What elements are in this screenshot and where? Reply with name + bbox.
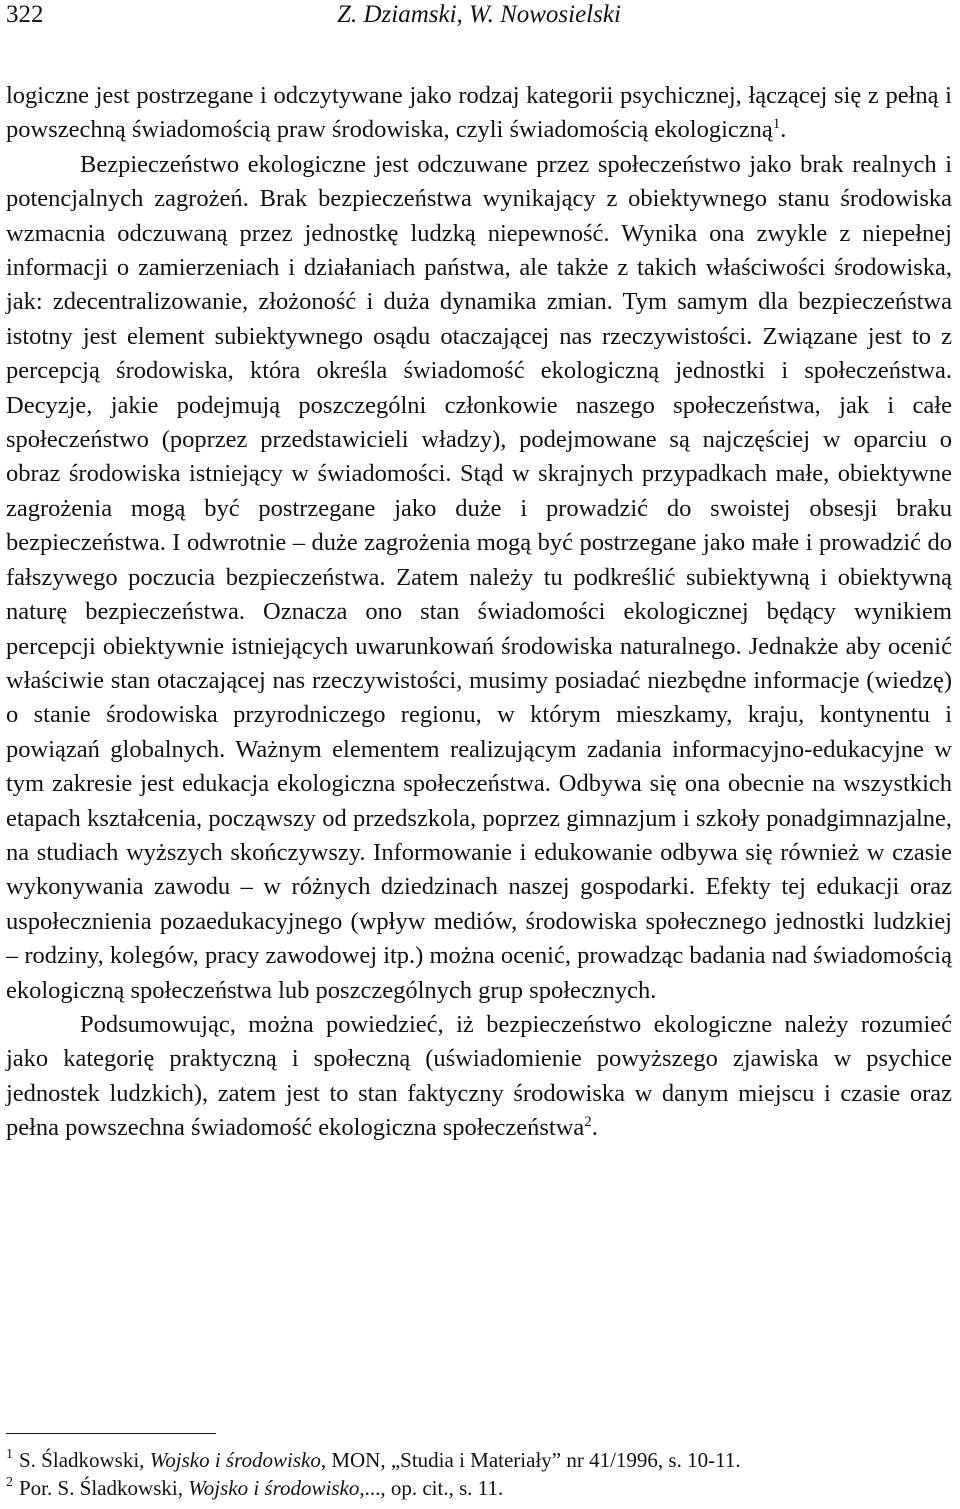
footnote-1-post: , MON, „Studia i Materiały” nr 41/1996, s. 10-11. xyxy=(320,1448,741,1472)
paragraph-3-text: Podsumowując, można powiedzieć, iż bezpieczeństwo ekologiczne należy rozumieć jako kategorię praktyczną i społeczną (uświadomienie powyższego zjawiska w psychice jednostek ludzkich), zatem jest to stan faktyczny środowiska w danym miejscu i czasie oraz pełna powszechna świadomość ekologiczna społeczeństwa xyxy=(6,1010,952,1142)
body-text xyxy=(6,79,952,1146)
paragraph-3-end: . xyxy=(591,1114,598,1142)
footnote-1-pre: S. Śladkowski, xyxy=(19,1448,150,1472)
paragraph-3 xyxy=(6,1008,952,1146)
footnote-2-pre: Por. S. Śladkowski, xyxy=(19,1476,189,1500)
running-head: Z. Dziamski, W. Nowosielski xyxy=(337,1,621,28)
footnotes xyxy=(6,1446,952,1502)
footnote-2-post: ,..., op. cit., s. 11. xyxy=(359,1476,504,1500)
footnote-2-number: 2 xyxy=(6,1475,13,1490)
footnote-2-title: Wojsko i środowisko xyxy=(188,1476,360,1500)
paragraph-1 xyxy=(6,79,952,148)
footnote-ref-2[interactable]: 2 xyxy=(584,1114,592,1131)
paragraph-1-text: logiczne jest postrzegane i odczytywane jako rodzaj kategorii psychicznej, łączącej się z pełną i powszechną świadomością praw środowiska, czyli świadomością ekologiczną xyxy=(6,82,952,144)
footnote-1-number: 1 xyxy=(6,1447,13,1462)
footnote-1 xyxy=(6,1446,952,1474)
paragraph-2: Bezpieczeństwo ekologiczne jest odczuwane przez społeczeństwo jako brak realnych i potencjalnych zagrożeń. Brak bezpieczeństwa wynikający z obiektywnego stanu środowiska wzmacnia odczuwaną przez jednostkę ludzką niepewność. Wynika ona zwykle z niepełnej informacji o zamierzeniach i działaniach państwa, ale także z takich właściwości środowiska, jak: zdecentralizowanie, złożoność i duża dynamika zmian. Tym samym dla bezpieczeństwa istotny jest element subiektywnego osądu otaczającej nas rzeczywistości. Związane jest to z percepcją środowiska, która określa świadomość ekologiczną jednostki i społeczeństwa. Decyzje, jakie podejmują poszczególni członkowie naszego społeczeństwa, jak i całe społeczeństwo (poprzez przedstawicieli władzy), podejmowane są najczęściej w oparciu o obraz środowiska istniejący w świadomości. Stąd w skrajnych przypadkach małe, obiektywne zagrożenia mogą być postrzegane jako duże i prowadzić do swoistej obsesji braku bezpieczeństwa. I odwrotnie – duże zagrożenia mogą być postrzegane jako małe i prowadzić do fałszywego poczucia bezpieczeństwa. Zatem należy tu podkreślić subiektywną i obiektywną naturę bezpieczeństwa. Oznacza ono stan świadomości ekologicznej będący wynikiem percepcji obiektywnie istniejących uwarunkowań środowiska naturalnego. Jednakże aby ocenić właściwie stan otaczającej nas rzeczywistości, musimy posiadać niezbędne informacje (wiedzę) o stanie środowiska przyrodniczego regionu, w którym mieszkamy, kraju, kontynentu i powiązań globalnych. Ważnym elementem realizującym zadania informacyjno-edukacyjne w tym zakresie jest edukacja ekologiczna społeczeństwa. Odbywa się ona obecnie na wszystkich etapach kształcenia, począwszy od przedszkola, poprzez gimnazjum i szkoły ponadgimnazjalne, na studiach wyższych skończywszy. Informowanie i edukowanie odbywa się również w czasie wykonywania zawodu – w różnych dziedzinach naszej gospodarki. Efekty tej edukacji oraz uspołecznienia pozaedukacyjnego (wpływ mediów, środowiska społecznego jednostki ludzkiej – rodziny, kolegów, pracy zawodowej itp.) można ocenić, prowadząc badania nad świadomością ekologiczną społeczeństwa lub poszczególnych grup społecznych. xyxy=(6,150,952,1004)
footnote-ref-1[interactable]: 1 xyxy=(772,116,781,133)
page-number: 322 xyxy=(6,1,44,28)
footnote-1-title: Wojsko i środowisko xyxy=(149,1448,321,1472)
footnote-2 xyxy=(6,1474,952,1502)
footnote-divider xyxy=(6,1433,216,1434)
paragraph-1-end: . xyxy=(780,116,787,144)
page-header xyxy=(6,0,952,34)
